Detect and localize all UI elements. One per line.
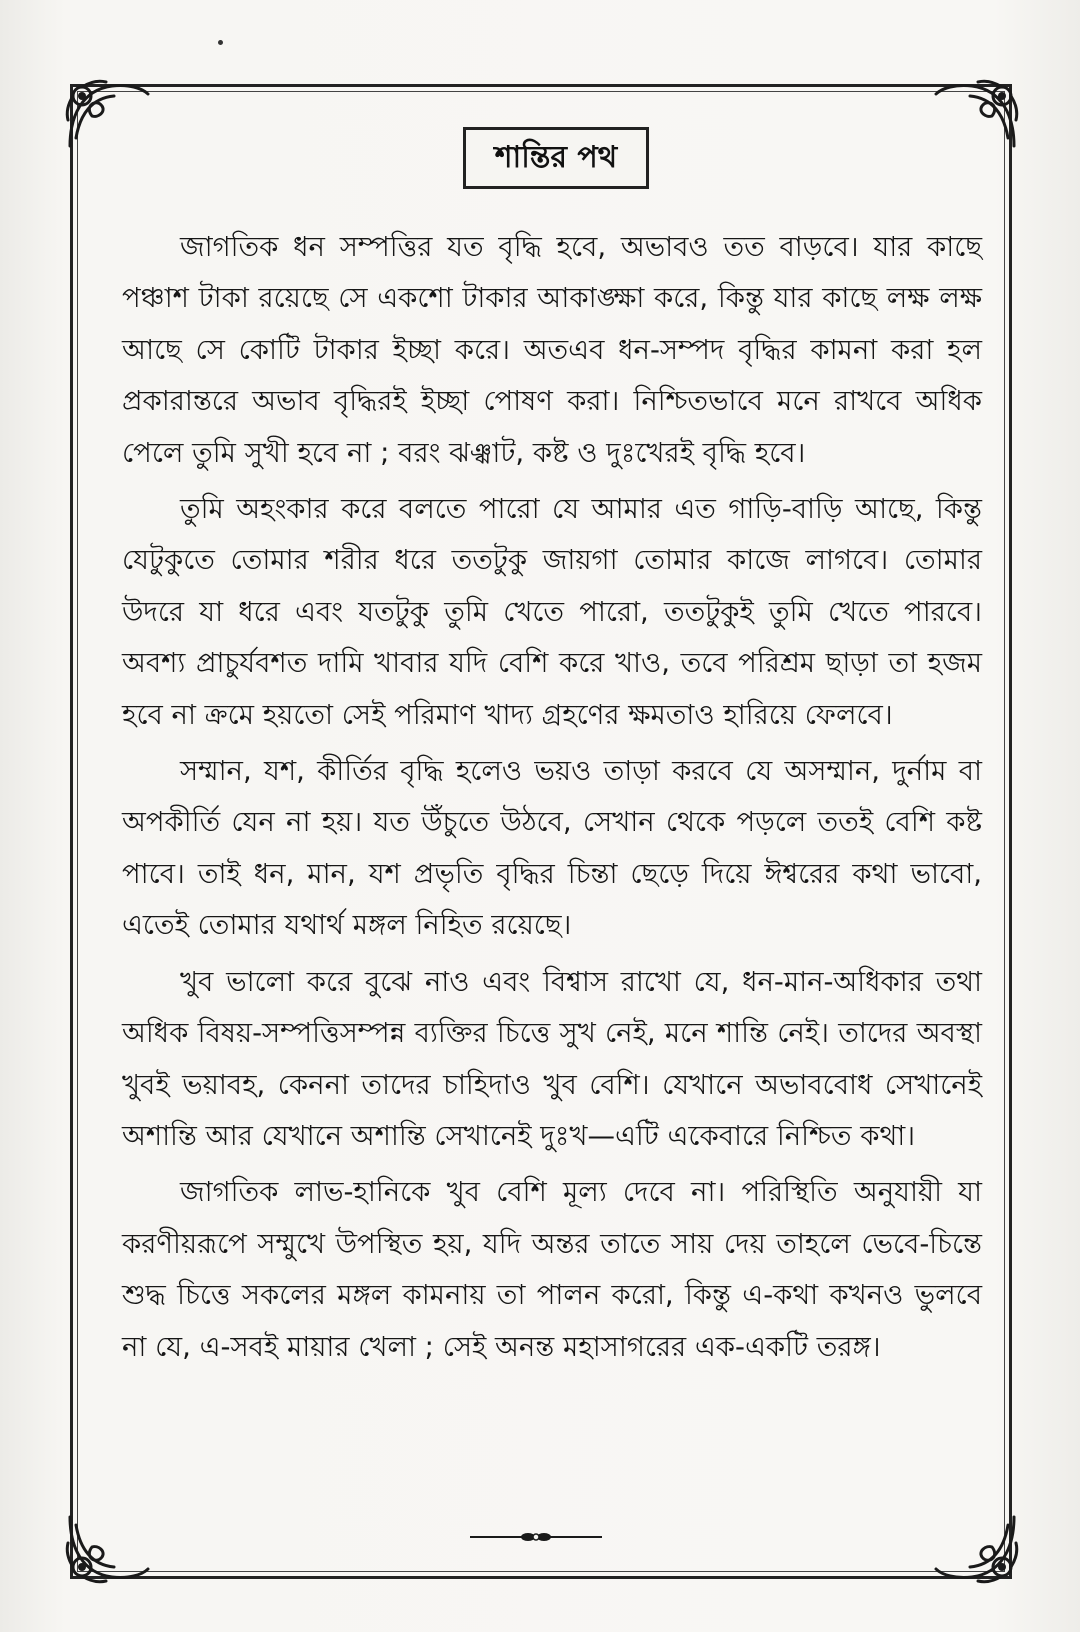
corner-ornament-bottom-left-icon — [62, 1507, 152, 1587]
paragraph-1: জাগতিক ধন সম্পত্তির যত বৃদ্ধি হবে, অভাবও তত বাড়বে। যার কাছে পঞ্চাশ টাকা রয়েছে সে একশো টাকার আকাঙ্ক্ষা করে, কিন্তু যার কাছে লক্ষ লক্ষ আছে সে কোটি টাকার ইচ্ছা করে। অতএব ধন-সম্পদ বৃদ্ধির কামনা করা হল প্রকারান্তরে অভাব বৃদ্ধিরই ইচ্ছা পোষণ করা। নিশ্চিতভাবে মনে রাখবে অধিক পেলে তুমি সুখী হবে না ; বরং ঝঞ্ঝাট, কষ্ট ও দুঃখেরই বৃদ্ধি হবে। — [122, 231, 982, 469]
chapter-title: শান্তির পথ — [494, 139, 618, 175]
end-ornament-icon — [468, 1530, 604, 1544]
paragraph-3: সম্মান, যশ, কীর্তির বৃদ্ধি হলেও ভয়ও তাড়া করবে যে অসম্মান, দুর্নাম বা অপকীর্তি যেন না হয়। যত উঁচুতে উঠবে, সেখান থেকে পড়লে ততই বেশি কষ্ট পাবে। তাই ধন, মান, যশ প্রভৃতি বৃদ্ধির চিন্তা ছেড়ে দিয়ে ঈশ্বরের কথা ভাবো, এতেই তোমার যথার্থ মঙ্গল নিহিত রয়েছে। — [122, 755, 982, 942]
corner-ornament-top-left-icon — [62, 76, 152, 156]
paragraph-5: জাগতিক লাভ-হানিকে খুব বেশি মূল্য দেবে না। পরিস্থিতি অনুযায়ী যা করণীয়রূপে সম্মুখে উপস্থিত হয়, যদি অন্তর তাতে সায় দেয় তাহলে ভেবে-চিন্তে শুদ্ধ চিত্তে সকলের মঙ্গল কামনায় তা পালন করো, কিন্তু এ-কথা কখনও ভুলবে না যে, এ-সবই মায়ার খেলা ; সেই অনন্ত মহাসাগরের এক-একটি তরঙ্গ। — [122, 1176, 982, 1363]
body-text — [122, 222, 982, 1378]
paragraph-4: খুব ভালো করে বুঝে নাও এবং বিশ্বাস রাখো যে, ধন-মান-অধিকার তথা অধিক বিষয়-সম্পত্তিসম্পন্ন ব্যক্তির চিত্তে সুখ নেই, মনে শান্তি নেই। তাদের অবস্থা খুবই ভয়াবহ, কেননা তাদের চাহিদাও খুব বেশি। যেখানে অভাববোধ সেখানেই অশান্তি আর যেখানে অশান্তি সেখানেই দুঃখ—এটি একেবারে নিশ্চিত কথা। — [122, 965, 982, 1152]
corner-ornament-top-right-icon — [932, 76, 1022, 156]
corner-ornament-bottom-right-icon — [932, 1507, 1022, 1587]
ink-speck — [218, 40, 223, 45]
chapter-title-box — [463, 127, 649, 189]
paragraph-2: তুমি অহংকার করে বলতে পারো যে আমার এত গাড়ি-বাড়ি আছে, কিন্তু যেটুকুতে তোমার শরীর ধরে ততটুকু জায়গা তোমার কাজে লাগবে। তোমার উদরে যা ধরে এবং যতটুকু তুমি খেতে পারো, ততটুকুই তুমি খেতে পারবে। অবশ্য প্রাচুর্যবশত দামি খাবার যদি বেশি করে খাও, তবে পরিশ্রম ছাড়া তা হজম হবে না ক্রমে হয়তো সেই পরিমাণ খাদ্য গ্রহণের ক্ষমতাও হারিয়ে ফেলবে। — [122, 493, 982, 731]
